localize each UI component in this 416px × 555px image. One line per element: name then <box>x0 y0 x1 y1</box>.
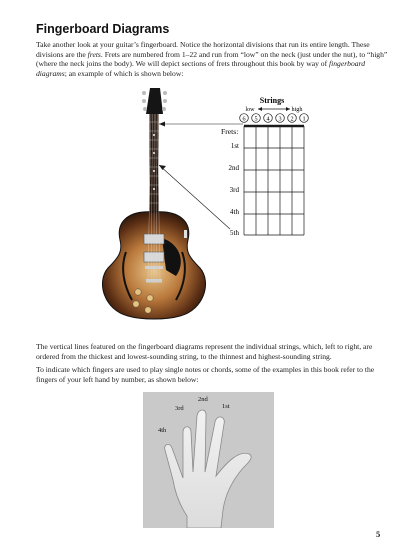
guitar-illustration <box>102 88 205 319</box>
string-number: 1 <box>302 115 306 123</box>
hand-illustration <box>143 392 274 528</box>
text-run: Take another look at your guitar’s fingerboard. Notice the horizontal divisions that run its entire length. These divisions are the <box>36 40 370 59</box>
finger-label-3rd: 3rd <box>175 405 184 412</box>
hand-photo <box>143 392 274 528</box>
string-number: 6 <box>242 115 246 123</box>
string-number: 5 <box>254 115 258 123</box>
guitar-headstock <box>146 88 163 114</box>
term-frets: frets <box>87 49 101 59</box>
section-heading: Fingerboard Diagrams <box>36 22 170 36</box>
left-hand-shape <box>165 410 252 528</box>
arrow-left-head <box>258 107 262 111</box>
pointer-arrowhead-bottom <box>159 165 166 170</box>
fret-label: 4th <box>230 208 239 216</box>
finger-label-4th: 4th <box>158 427 167 434</box>
low-label: low <box>245 106 255 113</box>
string-number: 4 <box>266 115 270 123</box>
string-number-circles <box>240 114 309 123</box>
text-run: . Frets are numbered from 1–22 and run from “low” on the neck (just under the nut), to “high” (where the neck joins the body). We will depict sections of frets throughout this book by way of <box>36 49 388 69</box>
fret-label: 5th <box>230 229 239 237</box>
fret-label: 3rd <box>229 186 239 194</box>
diagram-strings <box>244 126 304 235</box>
string-number: 2 <box>290 115 294 123</box>
strings-title: Strings <box>259 96 285 105</box>
fingers-paragraph: To indicate which fingers are used to play single notes or chords, some of the examples in this book refer to the fingers of your left hand by number, as shown below: <box>36 365 375 384</box>
frets-label: Frets: <box>221 127 239 136</box>
pickup-selector <box>184 230 187 238</box>
finger-label-1st: 1st <box>222 403 230 410</box>
page-number: 5 <box>376 529 381 539</box>
string-number: 3 <box>278 115 282 123</box>
diagram-frets <box>244 148 304 235</box>
text-run: ; an example of which is shown below: <box>64 68 184 78</box>
term-fingerboard-diagrams: fingerboard diagrams <box>36 59 366 78</box>
fret-label: 2nd <box>228 164 239 172</box>
fingerboard-diagram <box>221 96 308 237</box>
high-label: high <box>291 106 303 113</box>
pointer-arrowhead-top <box>159 122 165 127</box>
finger-label-2nd: 2nd <box>198 396 208 403</box>
strings-paragraph: The vertical lines featured on the fingerboard diagrams represent the individual strings, which, left to right, are ordered from the thickest and lowest-sounding string, to the thinnest and highest-sounding string. <box>36 342 373 361</box>
fret-labels <box>229 142 240 237</box>
arrow-right-head <box>286 107 290 111</box>
fret-label: 1st <box>230 142 239 150</box>
